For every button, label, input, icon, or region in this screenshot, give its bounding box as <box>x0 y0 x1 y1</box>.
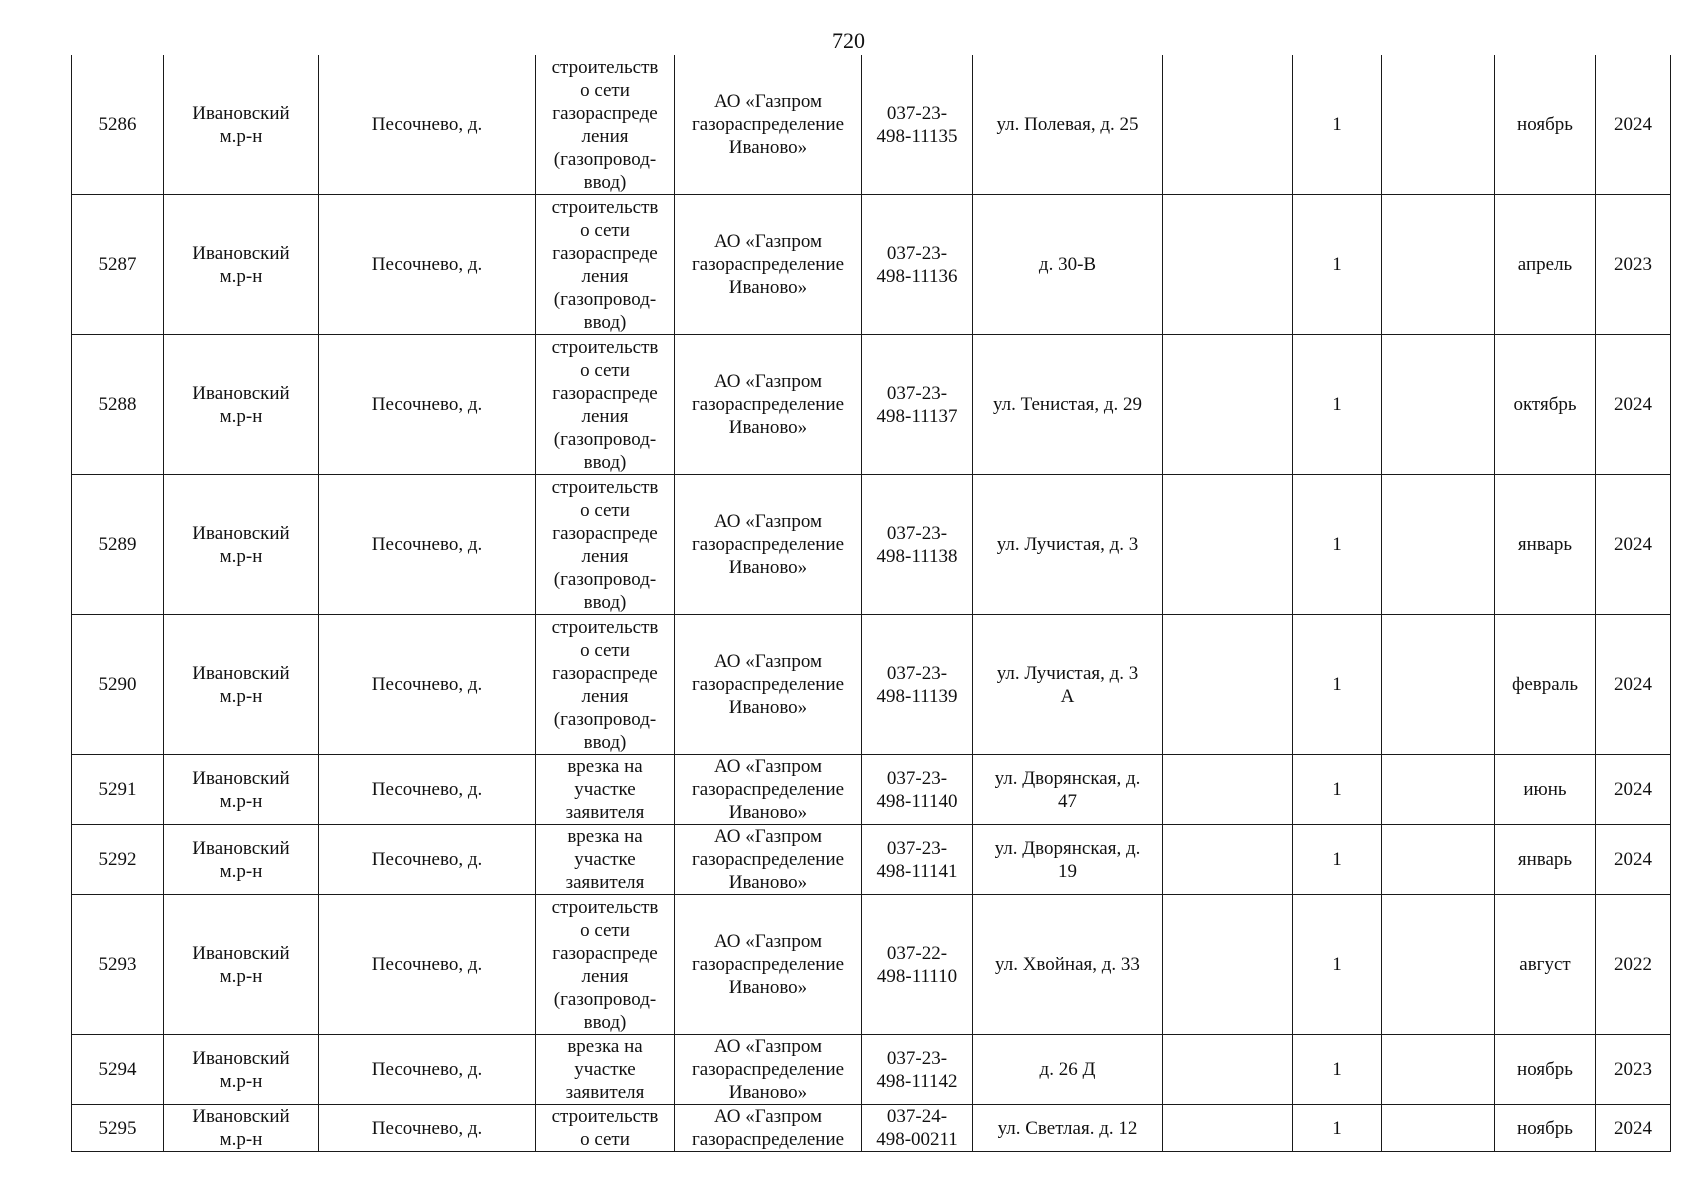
locality-cell: Песочнево, д. <box>319 55 536 195</box>
row-number: 5291 <box>72 755 164 825</box>
locality-cell: Песочнево, д. <box>319 825 536 895</box>
count-cell: 1 <box>1293 1105 1382 1152</box>
district-cell: Ивановский м.р-н <box>164 195 319 335</box>
address-cell: ул. Светлая. д. 12 <box>973 1105 1163 1152</box>
empty-cell <box>1163 825 1293 895</box>
table-row <box>72 1105 1671 1152</box>
year-cell: 2024 <box>1596 755 1671 825</box>
year-cell: 2024 <box>1596 1105 1671 1152</box>
code-cell: 037-23- 498-11135 <box>862 55 973 195</box>
table-row <box>72 895 1671 1035</box>
empty-cell <box>1382 475 1495 615</box>
empty-cell <box>1382 895 1495 1035</box>
empty-cell <box>1382 335 1495 475</box>
count-cell: 1 <box>1293 615 1382 755</box>
work-type-cell: строительств о сети газораспреде ления (газопровод- ввод) <box>536 335 675 475</box>
month-cell: ноябрь <box>1495 55 1596 195</box>
empty-cell <box>1163 195 1293 335</box>
month-cell: апрель <box>1495 195 1596 335</box>
year-cell: 2024 <box>1596 615 1671 755</box>
row-number: 5286 <box>72 55 164 195</box>
table-row <box>72 55 1671 195</box>
organization-cell: АО «Газпром газораспределение <box>675 1105 862 1152</box>
year-cell: 2024 <box>1596 475 1671 615</box>
empty-cell <box>1382 1035 1495 1105</box>
year-cell: 2023 <box>1596 195 1671 335</box>
table-row <box>72 1035 1671 1105</box>
count-cell: 1 <box>1293 825 1382 895</box>
month-cell: февраль <box>1495 615 1596 755</box>
organization-cell: АО «Газпром газораспределение Иваново» <box>675 195 862 335</box>
row-number: 5287 <box>72 195 164 335</box>
district-cell: Ивановский м.р-н <box>164 475 319 615</box>
district-cell: Ивановский м.р-н <box>164 55 319 195</box>
row-number: 5294 <box>72 1035 164 1105</box>
row-number: 5290 <box>72 615 164 755</box>
work-type-cell: строительств о сети газораспреде ления (газопровод- ввод) <box>536 195 675 335</box>
work-type-cell: врезка на участке заявителя <box>536 1035 675 1105</box>
count-cell: 1 <box>1293 55 1382 195</box>
year-cell: 2024 <box>1596 825 1671 895</box>
locality-cell: Песочнево, д. <box>319 755 536 825</box>
district-cell: Ивановский м.р-н <box>164 1105 319 1152</box>
row-number: 5288 <box>72 335 164 475</box>
empty-cell <box>1163 335 1293 475</box>
month-cell: ноябрь <box>1495 1035 1596 1105</box>
code-cell: 037-23- 498-11137 <box>862 335 973 475</box>
empty-cell <box>1382 615 1495 755</box>
empty-cell <box>1163 55 1293 195</box>
locality-cell: Песочнево, д. <box>319 615 536 755</box>
empty-cell <box>1382 825 1495 895</box>
empty-cell <box>1163 895 1293 1035</box>
district-cell: Ивановский м.р-н <box>164 1035 319 1105</box>
address-cell: д. 26 Д <box>973 1035 1163 1105</box>
work-type-cell: строительств о сети газораспреде ления (газопровод- ввод) <box>536 615 675 755</box>
work-type-cell: строительств о сети <box>536 1105 675 1152</box>
row-number: 5292 <box>72 825 164 895</box>
table-row <box>72 335 1671 475</box>
locality-cell: Песочнево, д. <box>319 895 536 1035</box>
count-cell: 1 <box>1293 195 1382 335</box>
organization-cell: АО «Газпром газораспределение Иваново» <box>675 615 862 755</box>
locality-cell: Песочнево, д. <box>319 475 536 615</box>
table-row <box>72 475 1671 615</box>
month-cell: октябрь <box>1495 335 1596 475</box>
address-cell: ул. Лучистая, д. 3 <box>973 475 1163 615</box>
row-number: 5289 <box>72 475 164 615</box>
month-cell: август <box>1495 895 1596 1035</box>
row-number: 5293 <box>72 895 164 1035</box>
work-type-cell: строительств о сети газораспреде ления (газопровод- ввод) <box>536 895 675 1035</box>
count-cell: 1 <box>1293 335 1382 475</box>
locality-cell: Песочнево, д. <box>319 195 536 335</box>
address-cell: ул. Дворянская, д. 19 <box>973 825 1163 895</box>
year-cell: 2022 <box>1596 895 1671 1035</box>
count-cell: 1 <box>1293 895 1382 1035</box>
address-cell: д. 30-В <box>973 195 1163 335</box>
district-cell: Ивановский м.р-н <box>164 615 319 755</box>
code-cell: 037-24- 498-00211 <box>862 1105 973 1152</box>
work-type-cell: строительств о сети газораспреде ления (газопровод- ввод) <box>536 55 675 195</box>
year-cell: 2024 <box>1596 335 1671 475</box>
address-cell: ул. Лучистая, д. 3 А <box>973 615 1163 755</box>
row-number: 5295 <box>72 1105 164 1152</box>
address-cell: ул. Дворянская, д. 47 <box>973 755 1163 825</box>
table-row <box>72 825 1671 895</box>
district-cell: Ивановский м.р-н <box>164 755 319 825</box>
address-cell: ул. Хвойная, д. 33 <box>973 895 1163 1035</box>
table-row <box>72 755 1671 825</box>
locality-cell: Песочнево, д. <box>319 335 536 475</box>
empty-cell <box>1163 615 1293 755</box>
data-table <box>71 55 1671 1152</box>
table-row <box>72 195 1671 335</box>
organization-cell: АО «Газпром газораспределение Иваново» <box>675 475 862 615</box>
empty-cell <box>1382 195 1495 335</box>
year-cell: 2023 <box>1596 1035 1671 1105</box>
district-cell: Ивановский м.р-н <box>164 895 319 1035</box>
district-cell: Ивановский м.р-н <box>164 335 319 475</box>
organization-cell: АО «Газпром газораспределение Иваново» <box>675 1035 862 1105</box>
work-type-cell: строительств о сети газораспреде ления (газопровод- ввод) <box>536 475 675 615</box>
year-cell: 2024 <box>1596 55 1671 195</box>
work-type-cell: врезка на участке заявителя <box>536 755 675 825</box>
district-cell: Ивановский м.р-н <box>164 825 319 895</box>
count-cell: 1 <box>1293 1035 1382 1105</box>
empty-cell <box>1382 1105 1495 1152</box>
organization-cell: АО «Газпром газораспределение Иваново» <box>675 895 862 1035</box>
empty-cell <box>1382 55 1495 195</box>
empty-cell <box>1163 755 1293 825</box>
empty-cell <box>1163 1035 1293 1105</box>
organization-cell: АО «Газпром газораспределение Иваново» <box>675 55 862 195</box>
count-cell: 1 <box>1293 755 1382 825</box>
code-cell: 037-22- 498-11110 <box>862 895 973 1035</box>
code-cell: 037-23- 498-11140 <box>862 755 973 825</box>
code-cell: 037-23- 498-11141 <box>862 825 973 895</box>
code-cell: 037-23- 498-11138 <box>862 475 973 615</box>
empty-cell <box>1382 755 1495 825</box>
month-cell: июнь <box>1495 755 1596 825</box>
address-cell: ул. Полевая, д. 25 <box>973 55 1163 195</box>
locality-cell: Песочнево, д. <box>319 1035 536 1105</box>
table-row <box>72 615 1671 755</box>
address-cell: ул. Тенистая, д. 29 <box>973 335 1163 475</box>
code-cell: 037-23- 498-11136 <box>862 195 973 335</box>
empty-cell <box>1163 1105 1293 1152</box>
organization-cell: АО «Газпром газораспределение Иваново» <box>675 335 862 475</box>
month-cell: январь <box>1495 475 1596 615</box>
month-cell: январь <box>1495 825 1596 895</box>
count-cell: 1 <box>1293 475 1382 615</box>
empty-cell <box>1163 475 1293 615</box>
page-number: 720 <box>832 28 865 53</box>
organization-cell: АО «Газпром газораспределение Иваново» <box>675 825 862 895</box>
organization-cell: АО «Газпром газораспределение Иваново» <box>675 755 862 825</box>
locality-cell: Песочнево, д. <box>319 1105 536 1152</box>
code-cell: 037-23- 498-11139 <box>862 615 973 755</box>
month-cell: ноябрь <box>1495 1105 1596 1152</box>
code-cell: 037-23- 498-11142 <box>862 1035 973 1105</box>
work-type-cell: врезка на участке заявителя <box>536 825 675 895</box>
